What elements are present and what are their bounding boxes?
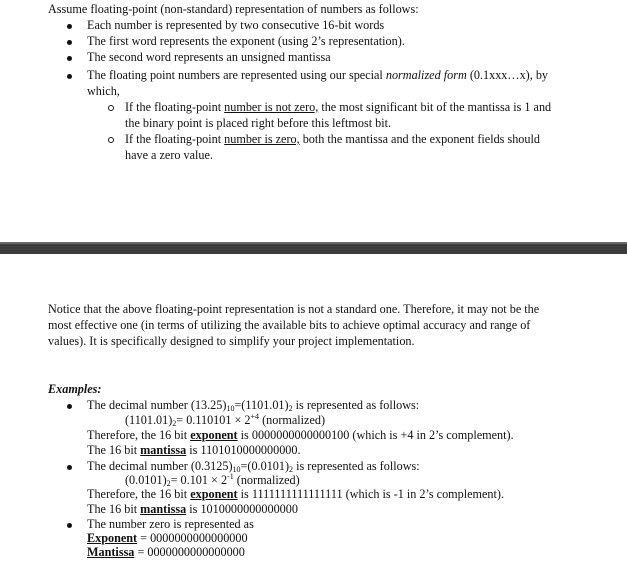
bullet-icon	[67, 404, 72, 409]
example-2-line-1: The decimal number $(0.3125)_{10}=(0.0101)_2$ is represented as follows:	[87, 459, 420, 474]
bullet-icon	[67, 74, 72, 79]
sub-bullet-zero-line-2: have a zero value.	[125, 148, 213, 162]
sub-bullet-nonzero: If the floating-point number is not zero, the most significant bit of the mantissa is 1 and	[125, 100, 552, 114]
intro-bullet-3: The second word represents an unsigned mantissa	[87, 50, 331, 64]
bullet-icon	[67, 465, 72, 470]
normalized-form-line-2: which,	[87, 84, 120, 98]
notice-line-3: values). It is specifically designed to simplify your project implementation.	[48, 334, 415, 348]
sub-bullet-nonzero-line-2: the binary point is placed right before this leftmost bit.	[125, 116, 392, 130]
example-1-mantissa: The 16 bit mantissa is 1101010000000000.	[87, 443, 301, 457]
example-1-line-1: The decimal number $(13.25)_{10}=(1101.01)_2$ is represented as follows:	[87, 398, 420, 413]
bullet-icon	[67, 24, 72, 29]
example-2-mantissa: The 16 bit mantissa is 1010000000000000	[87, 502, 298, 516]
example-3-exponent: Exponent = 0000000000000000	[87, 531, 248, 545]
intro-bullet-1: Each number is represented by two consecutive 16-bit words	[87, 18, 385, 32]
example-2-normalized: $(0.0101)_2= 0.101 \times 2^{-1}$ (normalized)	[125, 472, 300, 488]
sub-bullet-icon	[108, 137, 114, 143]
example-1-normalized: $(1101.01)_2= 0.110101 \times 2^{+4}$ (normalized)	[125, 412, 326, 428]
intro-heading: Assume floating-point (non-standard) representation of numbers as follows:	[48, 2, 419, 16]
example-3-line-1: The number zero is represented as	[87, 517, 254, 531]
bullet-icon	[67, 40, 72, 45]
bullet-icon	[67, 523, 72, 528]
example-2-exponent: Therefore, the 16 bit exponent is 1111111111111111 (which is -1 in 2’s complement).	[87, 487, 505, 501]
sub-bullet-icon	[108, 105, 114, 111]
notice-line-1: Notice that the above floating-point representation is not a standard one. Therefore, it may not be the	[48, 302, 540, 316]
bullet-icon	[67, 56, 72, 61]
notice-line-2: most effective one (in terms of utilizing the available bits to achieve optimal accuracy and range of	[48, 318, 531, 332]
example-3-mantissa: Mantissa = 0000000000000000	[87, 545, 245, 559]
page-divider	[0, 242, 627, 254]
example-1-exponent: Therefore, the 16 bit exponent is 0000000000000100 (which is +4 in 2’s complement).	[87, 428, 514, 442]
sub-bullet-zero: If the floating-point number is zero, both the mantissa and the exponent fields should	[125, 132, 540, 146]
examples-heading: Examples:	[48, 382, 102, 396]
normalized-form-line: The floating point numbers are represented using our special normalized form (0.1xxx…x), by	[87, 68, 549, 82]
intro-bullet-2: The first word represents the exponent (using 2’s representation).	[87, 34, 405, 48]
